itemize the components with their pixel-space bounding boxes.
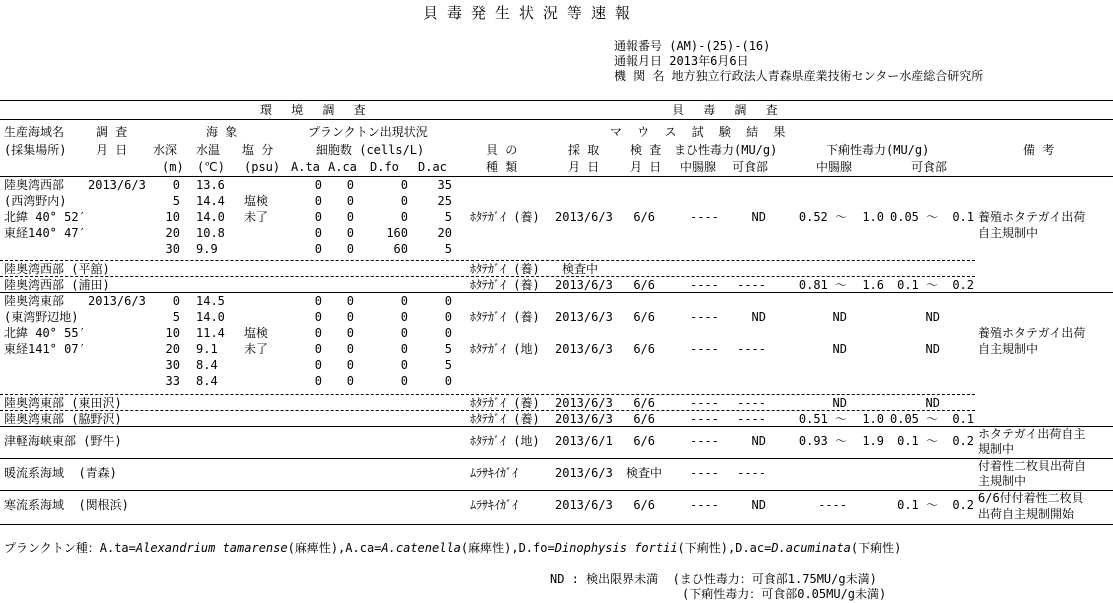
environment-rows-dfo: 0 xyxy=(400,294,408,308)
toxin-rows-dsp-mid-b: 1.0 xyxy=(862,210,884,224)
toxin-rows-remark2: 出荷自主規制開始 xyxy=(978,507,1075,521)
col-temp-unit: (℃) xyxy=(197,160,225,174)
toxin-rows-dsp-mid-single: ---- xyxy=(818,498,847,512)
col-salinity-unit: (psu) xyxy=(244,160,281,174)
toxin-rows-dsp-mid-b: 1.0 xyxy=(862,412,884,426)
toxin-rows-sample: 2013/6/3 xyxy=(555,342,613,356)
environment-rows-temp: 14.0 xyxy=(196,310,225,324)
toxin-rows-dsp-edi-single: ND xyxy=(925,310,940,324)
toxin-rows-inspect: 6/6 xyxy=(633,278,655,292)
col-survey-sub: 月 日 xyxy=(96,143,128,157)
col-sampling: 採 取 xyxy=(568,143,600,157)
environment-rows-depth: 0 xyxy=(172,294,180,308)
row-separator xyxy=(0,276,975,277)
row-separator xyxy=(0,410,975,411)
toxin-rows-remark2: 規制中 xyxy=(978,442,1015,456)
toxin-rows-remark2: 主規制中 xyxy=(978,474,1027,488)
toxin-rows-psp-edi: ---- xyxy=(737,396,766,410)
col-mouse-test: マ ウ ス 試 験 結 果 xyxy=(610,125,790,139)
environment-rows-dfo: 0 xyxy=(400,326,408,340)
environment-rows-aca: 0 xyxy=(346,374,354,388)
environment-rows-temp: 14.4 xyxy=(196,194,225,208)
environment-rows-dac: 5 xyxy=(444,210,452,224)
toxin-rows-psp-mid: ---- xyxy=(690,310,719,324)
environment-rows-ata: 0 xyxy=(314,226,322,240)
toxin-rows-inspect: 6/6 xyxy=(633,434,655,448)
toxin-rows-dsp-edi-a: 0.1 ～ xyxy=(897,278,938,292)
toxin-rows-psp-mid: ---- xyxy=(690,412,719,426)
col-depth: 水深 xyxy=(153,143,178,157)
environment-rows-ata: 0 xyxy=(314,374,322,388)
row-separator xyxy=(0,292,1113,293)
environment-survey-header: 環 境 調 査 xyxy=(260,103,372,117)
environment-rows-area: 東経140° 47′ xyxy=(4,226,86,240)
toxin-rows-psp-edi: ---- xyxy=(737,278,766,292)
col-ata: A.ta xyxy=(291,160,320,174)
toxin-rows-shell: ﾎﾀﾃｶﾞｲ (養) xyxy=(470,412,540,426)
toxin-rows-sample: 2013/6/1 xyxy=(555,434,613,448)
col-ocean: 海 象 xyxy=(206,125,238,139)
col-dsp-midgut: 中腸腺 xyxy=(816,160,853,174)
col-salinity: 塩 分 xyxy=(242,143,274,157)
environment-rows-ata: 0 xyxy=(314,342,322,356)
environment-rows-aca: 0 xyxy=(346,294,354,308)
environment-rows-dfo: 0 xyxy=(400,310,408,324)
environment-rows-dac: 20 xyxy=(437,226,452,240)
toxin-rows-dsp-mid-a: 0.52 ～ xyxy=(798,210,847,224)
agency-name: 機 関 名 地方独立行政法人青森県産業技術センター水産総合研究所 xyxy=(614,69,984,83)
toxin-rows-dsp-edi-b: 0.2 xyxy=(952,278,974,292)
environment-rows-area: 東経141° 07′ xyxy=(4,342,86,356)
environment-rows-dac: 0 xyxy=(444,294,452,308)
toxin-rows-psp-edi: ND xyxy=(751,434,766,448)
environment-rows-dac: 0 xyxy=(444,374,452,388)
environment-rows-date: 2013/6/3 xyxy=(88,294,146,308)
toxin-rows-shell: ﾑﾗｻｷｲｶﾞｲ xyxy=(470,498,519,512)
environment-rows-dfo: 60 xyxy=(393,242,408,256)
report-number: 通報番号 (AM)-(25)-(16) xyxy=(614,39,771,53)
toxin-rows-dsp-mid-single: ND xyxy=(832,310,847,324)
toxin-rows-remark1: ホタテガイ出荷自主 xyxy=(978,427,1086,441)
environment-rows-aca: 0 xyxy=(346,358,354,372)
environment-rows-aca: 0 xyxy=(346,342,354,356)
environment-rows-aca: 0 xyxy=(346,226,354,240)
environment-rows-dfo: 0 xyxy=(400,358,408,372)
environment-rows-depth: 10 xyxy=(165,326,180,340)
toxin-rows-remark1: 養殖ホタテガイ出荷 xyxy=(978,210,1086,224)
row-separator xyxy=(0,260,975,261)
toxin-rows-dsp-mid-b: 1.9 xyxy=(862,434,884,448)
environment-rows-aca: 0 xyxy=(346,210,354,224)
environment-rows-date: 2013/6/3 xyxy=(88,178,146,192)
col-cells: 細胞数 (cells/L) xyxy=(316,143,425,157)
environment-rows-salinity: 塩検 xyxy=(244,326,269,340)
environment-rows-temp: 10.8 xyxy=(196,226,225,240)
environment-rows-temp: 14.5 xyxy=(196,294,225,308)
environment-rows-salinity: 未了 xyxy=(244,342,269,356)
environment-rows-area: (西湾野内) xyxy=(4,194,67,208)
col-psp: まひ性毒力(MU/g) xyxy=(674,143,778,157)
col-shell-sub: 種 類 xyxy=(486,160,518,174)
environment-rows-area: (東湾野辺地) xyxy=(4,310,79,324)
row-separator xyxy=(0,458,1113,459)
report-title: 貝毒発生状況等速報 xyxy=(423,4,640,22)
toxin-rows-shell: ﾎﾀﾃｶﾞｲ (養) xyxy=(470,210,540,224)
environment-rows-area: 陸奥湾東部 (東田沢) xyxy=(4,396,122,410)
col-area-sub: (採集場所) xyxy=(4,143,67,157)
environment-rows-dfo: 0 xyxy=(400,194,408,208)
environment-rows-dac: 25 xyxy=(437,194,452,208)
col-remarks: 備 考 xyxy=(1023,143,1055,157)
environment-rows-ata: 0 xyxy=(314,178,322,192)
environment-rows-ata: 0 xyxy=(314,326,322,340)
toxin-rows-psp-edi: ND xyxy=(751,310,766,324)
toxin-rows-sample: 2013/6/3 xyxy=(555,210,613,224)
environment-rows-ata: 0 xyxy=(314,294,322,308)
environment-rows-depth: 10 xyxy=(165,210,180,224)
col-inspect-sub: 月 日 xyxy=(630,160,662,174)
environment-rows-ata: 0 xyxy=(314,358,322,372)
section-header-line xyxy=(0,119,1113,120)
toxin-rows-dsp-mid-single: ND xyxy=(832,342,847,356)
environment-rows-dac: 5 xyxy=(444,358,452,372)
environment-rows-ata: 0 xyxy=(314,242,322,256)
environment-rows-temp: 8.4 xyxy=(196,358,218,372)
row-separator xyxy=(0,490,1113,491)
toxin-rows-remark1: 6/6付付着性二枚貝 xyxy=(978,491,1084,505)
toxin-rows-dsp-mid-a: 0.81 ～ xyxy=(798,278,847,292)
col-psp-midgut: 中腸腺 xyxy=(680,160,717,174)
col-dsp: 下痢性毒力(MU/g) xyxy=(826,143,930,157)
toxin-rows-dsp-edi-a: 0.1 ～ xyxy=(897,434,938,448)
toxin-rows-psp-edi: ---- xyxy=(737,466,766,480)
environment-rows-dac: 5 xyxy=(444,242,452,256)
toxin-rows-shell: ﾎﾀﾃｶﾞｲ (養) xyxy=(470,262,540,276)
toxin-rows-remark1: 付着性二枚貝出荷自 xyxy=(978,459,1087,473)
toxin-rows-inspect: 6/6 xyxy=(633,412,655,426)
toxin-rows-dsp-edi-a: 0.05 ～ xyxy=(890,412,939,426)
table-bottom-line xyxy=(0,524,1113,525)
toxin-rows-dsp-edi-b: 0.2 xyxy=(952,434,974,448)
environment-rows-area: 暖流系海域 (青森) xyxy=(4,466,117,480)
environment-rows-area: 陸奥湾西部 xyxy=(4,178,65,192)
row-separator xyxy=(0,426,1113,427)
environment-rows-area: 陸奥湾東部 (脇野沢) xyxy=(4,412,122,426)
environment-rows-depth: 0 xyxy=(172,178,180,192)
toxin-rows-inspect: 6/6 xyxy=(633,342,655,356)
toxin-rows-psp-mid: ---- xyxy=(690,498,719,512)
toxin-rows-psp-mid: ---- xyxy=(690,210,719,224)
toxin-rows-dsp-edi-single: ND xyxy=(925,396,940,410)
col-temp: 水温 xyxy=(196,143,221,157)
toxin-rows-inspect: 6/6 xyxy=(633,210,655,224)
toxin-rows-dsp-mid-a: 0.51 ～ xyxy=(798,412,847,426)
environment-rows-dac: 5 xyxy=(444,342,452,356)
toxin-rows-remark2: 自主規制中 xyxy=(978,342,1039,356)
environment-rows-temp: 11.4 xyxy=(196,326,225,340)
environment-rows-aca: 0 xyxy=(346,242,354,256)
col-plankton: プランクトン出現状況 xyxy=(308,125,428,139)
environment-rows-ata: 0 xyxy=(314,194,322,208)
toxin-rows-shell: ﾎﾀﾃｶﾞｲ (養) xyxy=(470,310,540,324)
environment-rows-ata: 0 xyxy=(314,210,322,224)
environment-rows-dfo: 0 xyxy=(400,210,408,224)
report-date: 通報月日 2013年6月6日 xyxy=(614,54,749,68)
environment-rows-dfo: 0 xyxy=(400,374,408,388)
toxin-rows-sample: 2013/6/3 xyxy=(555,396,613,410)
environment-rows-depth: 33 xyxy=(165,374,180,388)
toxin-rows-psp-edi: ND xyxy=(751,498,766,512)
toxin-rows-psp-mid: ---- xyxy=(690,396,719,410)
environment-rows-area: 寒流系海域 (関根浜) xyxy=(4,498,129,512)
toxin-rows-sample: 2013/6/3 xyxy=(555,498,613,512)
environment-rows-depth: 20 xyxy=(165,342,180,356)
environment-rows-depth: 5 xyxy=(172,194,180,208)
col-dfo: D.fo xyxy=(370,160,399,174)
toxin-rows-dsp-mid-single: ND xyxy=(832,396,847,410)
environment-rows-area: 津軽海峡東部 (野牛) xyxy=(4,434,122,448)
environment-rows-dfo: 0 xyxy=(400,178,408,192)
environment-rows-ata: 0 xyxy=(314,310,322,324)
row-separator xyxy=(0,394,975,395)
environment-rows-temp: 9.9 xyxy=(196,242,218,256)
col-dsp-edible: 可食部 xyxy=(911,160,948,174)
nd-note-line2: (下痢性毒力：可食部0.05MU/g未満) xyxy=(682,587,887,601)
toxin-rows-inspect: 検査中 xyxy=(626,466,663,480)
environment-rows-dfo: 0 xyxy=(400,342,408,356)
toxin-rows-dsp-mid-a: 0.93 ～ xyxy=(798,434,847,448)
col-depth-unit: (m) xyxy=(162,160,184,174)
toxin-rows-shell: ﾎﾀﾃｶﾞｲ (地) xyxy=(470,342,540,356)
environment-rows-temp: 14.0 xyxy=(196,210,225,224)
toxin-rows-dsp-edi-a: 0.05 ～ xyxy=(890,210,939,224)
toxin-rows-psp-edi: ---- xyxy=(737,412,766,426)
col-sampling-sub: 月 日 xyxy=(568,160,600,174)
toxin-rows-sample: 2013/6/3 xyxy=(555,466,613,480)
environment-rows-aca: 0 xyxy=(346,326,354,340)
col-shell: 貝 の xyxy=(486,143,518,157)
toxin-rows-sample: 2013/6/3 xyxy=(555,310,613,324)
environment-rows-aca: 0 xyxy=(346,194,354,208)
col-inspect: 検 査 xyxy=(630,143,662,157)
toxin-rows-remark1: 養殖ホタテガイ出荷 xyxy=(978,326,1086,340)
toxin-rows-sample: 2013/6/3 xyxy=(555,278,613,292)
column-header-line xyxy=(0,176,1113,177)
environment-rows-salinity: 未了 xyxy=(244,210,269,224)
toxin-rows-inspect: 6/6 xyxy=(633,498,655,512)
environment-rows-temp: 8.4 xyxy=(196,374,218,388)
toxin-rows-psp-edi: ND xyxy=(751,210,766,224)
toxin-rows-dsp-edi-a: 0.1 ～ xyxy=(897,498,938,512)
environment-rows-area: 北緯 40° 55′ xyxy=(4,326,86,340)
col-survey: 調 査 xyxy=(96,125,128,139)
environment-rows-dac: 0 xyxy=(444,326,452,340)
col-area: 生産海域名 xyxy=(4,125,65,139)
environment-rows-area: 陸奥湾西部 (平舘) xyxy=(4,262,110,276)
toxin-rows-psp-mid: ---- xyxy=(690,278,719,292)
toxin-rows-dsp-edi-b: 0.1 xyxy=(952,412,974,426)
environment-rows-depth: 30 xyxy=(165,358,180,372)
toxin-rows-shell: ﾎﾀﾃｶﾞｲ (地) xyxy=(470,434,540,448)
toxin-rows-psp-mid: ---- xyxy=(690,342,719,356)
environment-rows-depth: 20 xyxy=(165,226,180,240)
toxin-rows-shell: ﾑﾗｻｷｲｶﾞｲ xyxy=(470,466,519,480)
toxin-rows-sample: 検査中 xyxy=(562,262,599,276)
environment-rows-depth: 5 xyxy=(172,310,180,324)
toxin-rows-psp-mid: ---- xyxy=(690,434,719,448)
toxin-rows-inspect: 6/6 xyxy=(633,396,655,410)
environment-rows-area: 陸奥湾東部 xyxy=(4,294,65,308)
environment-rows-dac: 35 xyxy=(437,178,452,192)
nd-note-line1: ND : 検出限界未満 (まひ性毒力：可食部1.75MU/g未満) xyxy=(550,572,877,586)
environment-rows-aca: 0 xyxy=(346,178,354,192)
toxin-rows-sample: 2013/6/3 xyxy=(555,412,613,426)
col-aca: A.ca xyxy=(328,160,357,174)
toxin-rows-dsp-edi-b: 0.2 xyxy=(952,498,974,512)
col-dac: D.ac xyxy=(418,160,447,174)
toxin-rows-psp-edi: ---- xyxy=(737,342,766,356)
environment-rows-salinity: 塩検 xyxy=(244,194,269,208)
toxin-rows-dsp-edi-b: 0.1 xyxy=(952,210,974,224)
toxin-rows-dsp-edi-single: ND xyxy=(925,342,940,356)
environment-rows-aca: 0 xyxy=(346,310,354,324)
environment-rows-depth: 30 xyxy=(165,242,180,256)
environment-rows-dfo: 160 xyxy=(386,226,408,240)
environment-rows-area: 陸奥湾西部 (浦田) xyxy=(4,278,110,292)
toxin-rows-remark2: 自主規制中 xyxy=(978,226,1039,240)
environment-rows-dac: 0 xyxy=(444,310,452,324)
plankton-footnote: プランクトン種：A.ta=Alexandrium tamarense(麻痺性),A.ca=A.catenella(麻痺性),D.fo=Dinophysis fortii(下痢性),D.ac=D.acuminata(下痢性) xyxy=(4,541,902,555)
toxin-rows-shell: ﾎﾀﾃｶﾞｲ (養) xyxy=(470,396,540,410)
table-top-line xyxy=(0,100,1113,101)
toxin-rows-dsp-mid-b: 1.6 xyxy=(862,278,884,292)
toxin-rows-shell: ﾎﾀﾃｶﾞｲ (養) xyxy=(470,278,540,292)
environment-rows-temp: 13.6 xyxy=(196,178,225,192)
toxin-rows-inspect: 6/6 xyxy=(633,310,655,324)
environment-rows-area: 北緯 40° 52′ xyxy=(4,210,86,224)
environment-rows-temp: 9.1 xyxy=(196,342,218,356)
toxin-rows-psp-mid: ---- xyxy=(690,466,719,480)
col-psp-edible: 可食部 xyxy=(732,160,769,174)
toxin-survey-header: 貝 毒 調 査 xyxy=(672,103,784,117)
